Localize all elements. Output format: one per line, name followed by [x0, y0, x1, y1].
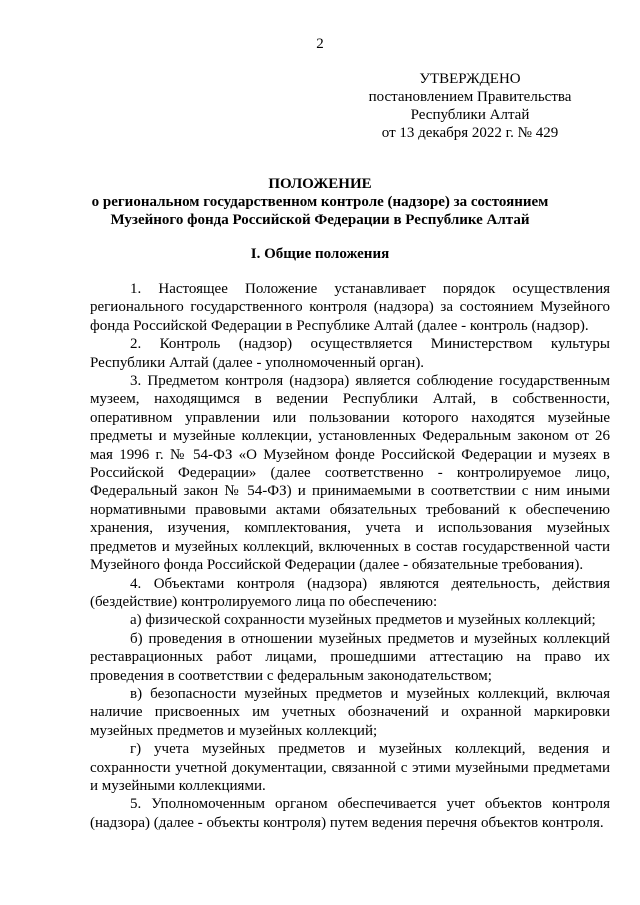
paragraph: в) безопасности музейных предметов и музейных коллекций, включая наличие присвоенных им учетных обозначений и охранной маркировки музейных предметов и музейных коллекций;	[90, 685, 610, 739]
page-number: 2	[316, 36, 324, 52]
paragraph: 1. Настоящее Положение устанавливает порядок осуществления регионального государственного контроля (надзора) за состоянием Музейного фонда Российской Федерации в Республике Алтай (далее - контроль (надзор).	[90, 281, 610, 334]
title-line: Музейного фонда Российской Федерации в Республике Алтай	[110, 212, 530, 228]
paragraph: 4. Объектами контроля (надзора) являются деятельность, действия (бездействие) контролируемого лица по обеспечению:	[90, 575, 610, 610]
approval-line: Республики Алтай	[410, 107, 530, 123]
paragraph: 2. Контроль (надзор) осуществляется Министерством культуры Республики Алтай (далее - уполномоченный орган).	[90, 336, 610, 371]
document-title	[80, 175, 560, 229]
title-line: ПОЛОЖЕНИЕ	[268, 176, 372, 192]
approval-line: постановлением Правительства	[368, 89, 572, 105]
paragraph: г) учета музейных предметов и музейных коллекций, ведения и сохранности учетной документации, связанной с этими музейными предметами и музейными коллекциями.	[90, 741, 610, 794]
title-line: о региональном государственном контроле (надзоре) за состоянием	[91, 194, 549, 210]
approval-line: УТВЕРЖДЕНО	[419, 71, 521, 87]
paragraph: а) физической сохранности музейных предметов и музейных коллекций;	[130, 612, 596, 629]
paragraph: 5. Уполномоченным органом обеспечивается учет объектов контроля (надзора) (далее - объекты контроля) путем ведения перечня объектов контроля.	[90, 796, 610, 831]
approval-stamp	[360, 70, 580, 142]
approval-line: от 13 декабря 2022 г. № 429	[381, 125, 559, 141]
section-heading: I. Общие положения	[250, 246, 390, 262]
paragraph: б) проведения в отношении музейных предметов и музейных коллекций реставрационных работ лицами, прошедшими аттестацию на право их проведения в соответствии с федеральным законодательством;	[90, 630, 610, 684]
paragraph: 3. Предметом контроля (надзора) является соблюдение государственным музеем, находящимся в ведении Республики Алтай, в собственности, оперативном управлении или пользовании которого находятся музейные предметы и музейные коллекции, установленных Федеральным законом от 26 мая 1996 г. № 54-ФЗ «О Музейном фонде Российской Федерации и музеях в Российской Федерации» (далее соответственно - контролируемое лицо, Федеральный закон № 54-ФЗ) и принимаемыми в соответствии с ним иными нормативными правовыми актами обязательных требований к обеспечению хранения, изучения, комплектования, учета и использования музейных предметов и музейных коллекций, включенных в состав государственной части Музейного фонда Российской Федерации (далее - обязательные требования).	[90, 373, 610, 574]
document-body	[90, 280, 610, 832]
